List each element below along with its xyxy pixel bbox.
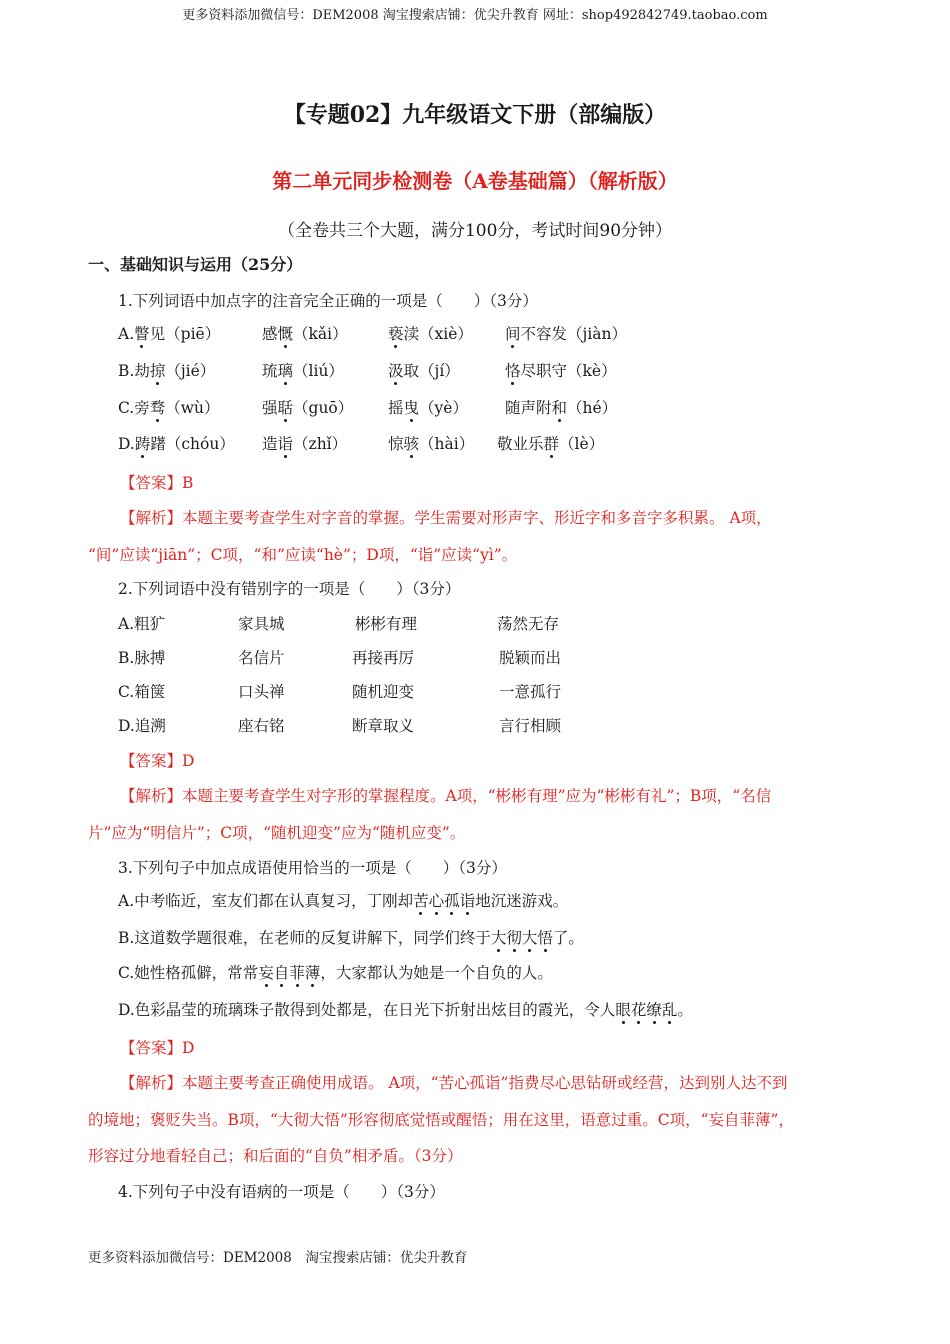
emphasis-char: 眼: [615, 1001, 631, 1019]
q3-stem: 3.下列句子中加点成语使用恰当的一项是（ ）（3分）: [118, 859, 507, 877]
q1-option-b-word3: 汲取（jí）: [388, 362, 460, 380]
q2-row-b-col3: 再接再厉: [352, 649, 415, 667]
emphasis-char: 大: [490, 929, 507, 947]
q1-option-b-word4: 恪尽职守（kè）: [505, 362, 617, 380]
q2-row-b-col4: 脱颖而出: [499, 649, 562, 667]
q1-option-a-word4: 间不容发（jiàn）: [505, 325, 628, 343]
q1-option-c-word4: 随声附和（hé）: [505, 399, 618, 417]
document-subtitle: 第二单元同步检测卷（A卷基础篇）（解析版）: [272, 169, 678, 193]
q3-option-a: A.中考临近，室友们都在认真复习，丁刚却苦心孤诣地沉迷游戏。: [118, 892, 569, 910]
q1-analysis-line2: “间”应读“jiān”；C项，“和”应读“hè”；D项，“诣”应读“yì”。: [88, 546, 518, 564]
emphasis-char: 孤: [444, 892, 460, 910]
q2-row-c-col1: C.箱箧: [118, 683, 166, 701]
q1-option-a: A.瞥见（piē）: [118, 325, 221, 343]
q4-stem: 4.下列句子中没有语病的一项是（ ）（3分）: [118, 1183, 445, 1201]
q3-answer: 【答案】D: [120, 1039, 195, 1057]
emphasis-char: 妄: [258, 964, 274, 982]
q2-row-a-col3: 彬彬有理: [355, 615, 418, 633]
emphasis-char: 悟: [537, 929, 553, 947]
q2-row-b-col1: B.脉搏: [118, 649, 166, 667]
q1-option-b: B.劫掠（jié）: [118, 362, 216, 380]
q2-row-a-col2: 家具城: [238, 615, 285, 633]
q1-option-d-word3: 惊骇（hài）: [388, 435, 475, 453]
q1-stem: 1.下列词语中加点字的注音完全正确的一项是（ ）（3分）: [118, 292, 538, 310]
q1-option-c-word2: 强聒（guō）: [262, 399, 354, 417]
q1-option-d-word4: 敬业乐群（lè）: [497, 435, 605, 453]
emphasis-char: 自: [273, 964, 290, 982]
page-footer: 更多资料添加微信号：DEM2008 淘宝搜索店铺：优尖升教育: [88, 1250, 468, 1266]
q2-row-d-col1: D.追溯: [118, 717, 166, 735]
q1-option-c: C.旁骛（wù）: [118, 399, 220, 417]
q3-analysis-line2: 的境地；褒贬失当。B项，“大彻大悟”形容彻底觉悟或醒悟；用在这里，语意过重。C项，“妄自菲薄”，: [88, 1111, 794, 1129]
q3-analysis-line3: 形容过分地看轻自己；和后面的“自负”相矛盾。（3分）: [88, 1147, 463, 1165]
emphasis-char: 菲: [289, 964, 305, 982]
emphasis-char: 缭: [646, 1001, 662, 1019]
q1-option-d-word2: 造诣（zhǐ）: [262, 435, 348, 453]
q2-analysis-line1: 【解析】本题主要考查学生对字形的掌握程度。A项，“彬彬有理”应为“彬彬有礼”；B项，“名信: [120, 787, 772, 805]
q2-row-c-col2: 口头禅: [238, 683, 285, 701]
q1-option-a-word3: 亵渎（xiè）: [388, 325, 473, 343]
q2-analysis-line2: 片”应为“明信片”；C项，“随机迎变”应为“随机应变”。: [88, 824, 466, 842]
q2-row-c-col3: 随机迎变: [352, 683, 415, 701]
q2-row-d-col3: 断章取义: [352, 717, 415, 735]
q2-row-b-col2: 名信片: [238, 649, 285, 667]
q3-option-b: B.这道数学题很难，在老师的反复讲解下，同学们终于大彻大悟了。: [118, 929, 584, 947]
q1-option-c-word3: 摇曳（yè）: [388, 399, 468, 417]
exam-note: （全卷共三个大题，满分100分，考试时间90分钟）: [277, 221, 673, 241]
q1-option-b-word2: 琉璃（liú）: [262, 362, 344, 380]
q2-row-a-col4: 荡然无存: [497, 615, 560, 633]
emphasis-char: 诣: [459, 892, 476, 910]
q2-row-c-col4: 一意孤行: [499, 683, 562, 701]
emphasis-char: 花: [630, 1001, 647, 1019]
emphasis-char: 苦: [413, 892, 429, 910]
q1-option-a-word2: 感慨（kǎi）: [262, 325, 348, 343]
q2-row-d-col4: 言行相顾: [499, 717, 562, 735]
document-title: 【专题02】九年级语文下册（部编版）: [283, 102, 667, 128]
q2-row-d-col2: 座右铭: [238, 717, 285, 735]
section-title: 一、基础知识与运用（25分）: [88, 255, 303, 274]
emphasis-char: 彻: [506, 929, 522, 947]
emphasis-char: 乱: [661, 1001, 678, 1019]
q2-stem: 2.下列词语中没有错别字的一项是（ ）（3分）: [118, 580, 461, 598]
q3-option-c: C.她性格孤僻，常常妄自菲薄，大家都认为她是一个自负的人。: [118, 964, 553, 982]
q2-answer: 【答案】D: [120, 752, 195, 770]
emphasis-char: 心: [428, 892, 445, 910]
emphasis-char: 大: [521, 929, 538, 947]
q1-answer: 【答案】B: [120, 474, 194, 492]
q1-option-d: D.踌躇（chóu）: [118, 435, 235, 453]
q3-option-d: D.色彩晶莹的琉璃珠子散得到处都是，在日光下折射出炫目的霞光，令人眼花缭乱。: [118, 1001, 693, 1019]
q1-analysis-line1: 【解析】本题主要考查学生对字音的掌握。学生需要对形声字、形近字和多音字多积累。 A项，: [120, 509, 772, 527]
emphasis-char: 薄: [304, 964, 321, 982]
q2-row-a-col1: A.粗犷: [118, 615, 166, 633]
q3-analysis-line1: 【解析】本题主要考查正确使用成语。 A项，“苦心孤诣”指费尽心思钻研或经营，达到别人达不到: [120, 1074, 788, 1092]
page-header: 更多资料添加微信号：DEM2008 淘宝搜索店铺：优尖升教育 网址：shop492842749.taobao.com: [182, 8, 768, 23]
